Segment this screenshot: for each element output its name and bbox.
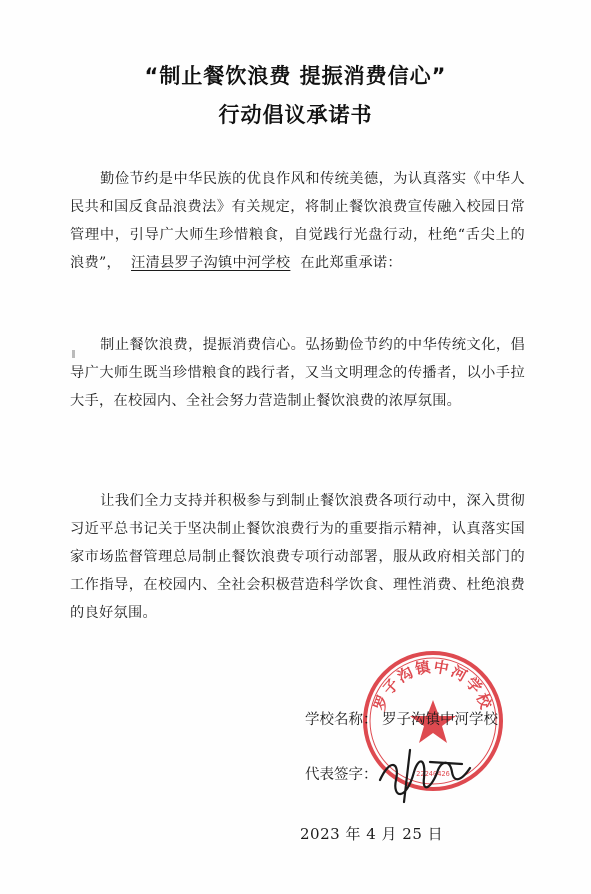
seal-text: 罗子沟镇中河学校 bbox=[370, 657, 496, 714]
paragraph-3-text: 让我们全力支持并积极参与到制止餐饮浪费各项行动中，深入贯彻习近平总书记关于坚决制止餐饮浪费行为的重要指示精神，认真落实国家市场监督管理总局制止餐饮浪费专项行动部署，服从政府相关部门的工作指导，在校园内、全社会积极营造科学饮食、理性消费、杜绝浪费的良好氛围。 bbox=[70, 493, 525, 621]
paragraph-2-text: 制止餐饮浪费，提振消费信心。弘扬勤俭节约的中华传统文化，倡导广大师生既当珍惜粮食的践行者，又当文明理念的传播者，以小手拉大手，在校园内、全社会努力营造制止餐饮浪费的浓厚氛围。 bbox=[70, 337, 525, 409]
document-date: 2023 年 4 月 25 日 bbox=[300, 825, 444, 843]
school-name-underlined: 汪清县罗子沟镇中河学校 bbox=[131, 255, 291, 271]
svg-text:22240426: 22240426 bbox=[416, 770, 450, 778]
title-line-2: 行动倡议承诺书 bbox=[218, 103, 373, 127]
school-name-value: 罗子沟镇中河学校 bbox=[382, 712, 498, 728]
paragraph-1-text: 勤俭节约是中华民族的优良作风和传统美德，为认真落实《中华人民共和国反食品浪费法》有关规定，将制止餐饮浪费宣传融入校园日常管理中，引导广大师生珍惜粮食，自觉践行光盘行动，杜绝“舌尖上的浪费”， bbox=[70, 171, 525, 271]
title-line-1: “制止餐饮浪费 提振消费信心” bbox=[144, 64, 447, 88]
school-name-label: 学校名称： bbox=[305, 712, 378, 728]
paragraph-1 bbox=[70, 165, 525, 277]
paragraph-2 bbox=[70, 331, 525, 415]
paragraph-3 bbox=[70, 487, 525, 627]
representative-label: 代表签字： bbox=[305, 767, 378, 783]
handwritten-signature-icon bbox=[370, 740, 485, 810]
paragraph-1-ending: 在此郑重承诺： bbox=[300, 255, 402, 271]
